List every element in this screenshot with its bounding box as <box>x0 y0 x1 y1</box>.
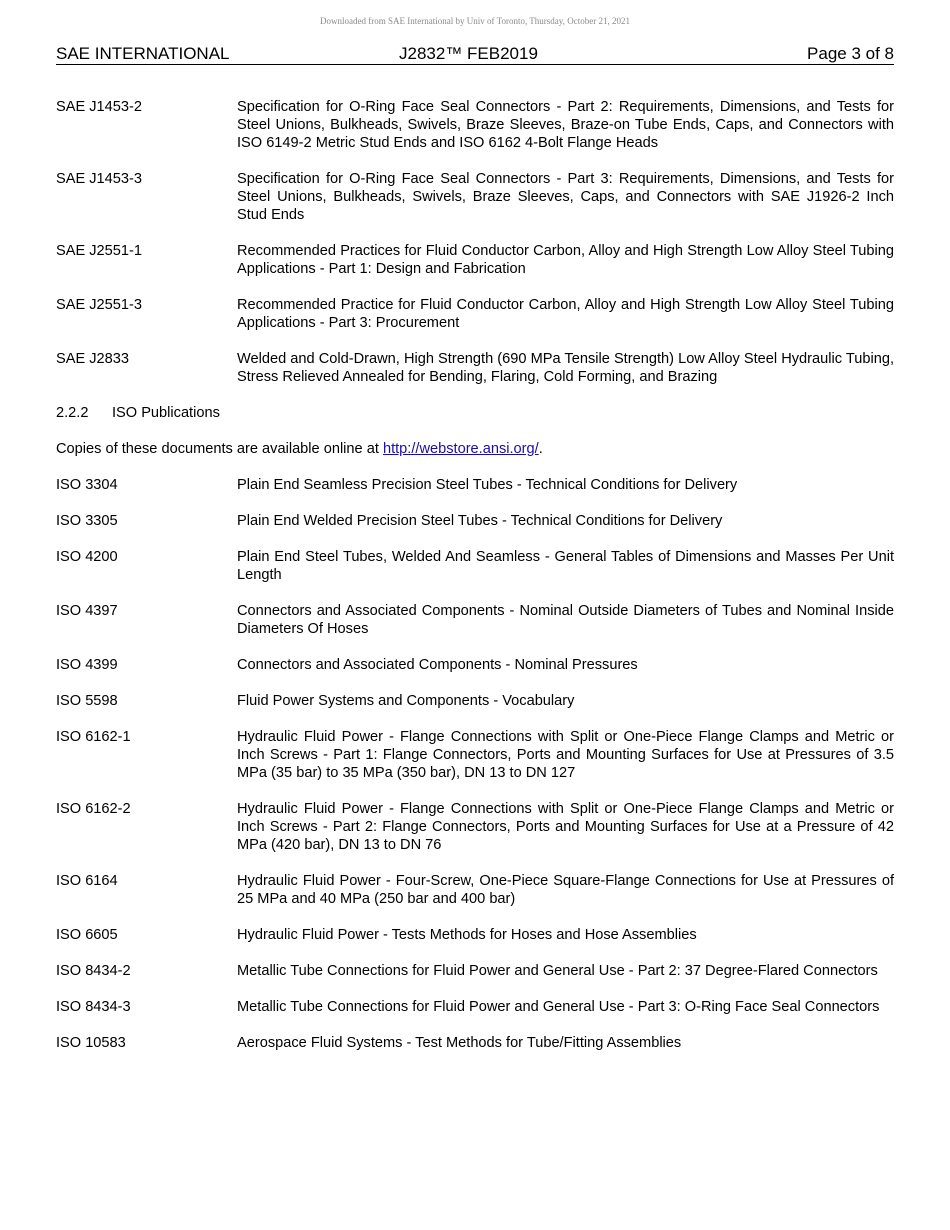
reference-row <box>56 602 894 638</box>
reference-code: ISO 4397 <box>56 603 118 619</box>
reference-row <box>56 728 894 782</box>
reference-code: SAE J1453-3 <box>56 171 142 187</box>
reference-title: Specification for O-Ring Face Seal Connectors - Part 3: Requirements, Dimensions, and Tests for Steel Unions, Bulkheads, Swivels, Braze Sleeves, Caps, and Connectors with SAE J1926-2 Inch Stud Ends <box>237 171 894 223</box>
reference-title: Hydraulic Fluid Power - Flange Connections with Split or One-Piece Flange Clamps and Metric or Inch Screws - Part 2: Flange Connectors, Ports and Mounting Surfaces for Use at a Pressure of 42 MPa (420 bar), DN 13 to DN 76 <box>237 801 894 853</box>
reference-row <box>56 548 894 584</box>
section-heading-iso <box>56 404 894 422</box>
reference-code: ISO 3304 <box>56 477 118 493</box>
reference-row <box>56 926 894 944</box>
reference-title: Metallic Tube Connections for Fluid Power and General Use - Part 3: O-Ring Face Seal Connectors <box>237 999 880 1015</box>
reference-title: Plain End Seamless Precision Steel Tubes - Technical Conditions for Delivery <box>237 477 738 493</box>
reference-row <box>56 998 894 1016</box>
reference-row <box>56 656 894 674</box>
sae-reference-list <box>56 98 894 386</box>
reference-code: ISO 8434-3 <box>56 999 131 1015</box>
reference-title: Recommended Practice for Fluid Conductor Carbon, Alloy and High Strength Low Alloy Steel Tubing Applications - Part 3: Procurement <box>237 297 894 331</box>
reference-code: SAE J1453-2 <box>56 99 142 115</box>
reference-code: ISO 3305 <box>56 513 118 529</box>
reference-code: ISO 5598 <box>56 693 118 709</box>
reference-title: Recommended Practices for Fluid Conductor Carbon, Alloy and High Strength Low Alloy Steel Tubing Applications - Part 1: Design and Fabrication <box>237 243 894 277</box>
reference-title: Metallic Tube Connections for Fluid Power and General Use - Part 2: 37 Degree-Flared Connectors <box>237 963 878 979</box>
reference-title: Fluid Power Systems and Components - Vocabulary <box>237 693 575 709</box>
reference-code: ISO 6164 <box>56 873 118 889</box>
ansi-webstore-link[interactable]: http://webstore.ansi.org/ <box>382 441 539 457</box>
reference-code: SAE J2551-3 <box>56 297 142 313</box>
reference-code: SAE J2833 <box>56 351 130 367</box>
reference-row <box>56 476 894 494</box>
header-org: SAE INTERNATIONAL <box>56 44 230 63</box>
iso-intro-paragraph <box>56 440 894 458</box>
reference-title: Plain End Steel Tubes, Welded And Seamless - General Tables of Dimensions and Masses Per Unit Length <box>237 549 894 583</box>
reference-row <box>56 962 894 980</box>
reference-title: Aerospace Fluid Systems - Test Methods for Tube/Fitting Assemblies <box>237 1035 682 1051</box>
reference-title: Welded and Cold-Drawn, High Strength (690 MPa Tensile Strength) Low Alloy Steel Hydraulic Tubing, Stress Relieved Annealed for Bending, Flaring, Cold Forming, and Brazing <box>237 351 894 385</box>
section-number: 2.2.2 <box>56 405 89 421</box>
reference-title: Hydraulic Fluid Power - Flange Connections with Split or One-Piece Flange Clamps and Metric or Inch Screws - Part 1: Flange Connectors, Ports and Mounting Surfaces for Use at Pressures of 3.5 MPa (35 bar) to 35 MPa (350 bar), DN 13 to DN 127 <box>237 729 894 781</box>
reference-row <box>56 1034 894 1052</box>
reference-code: SAE J2551-1 <box>56 243 142 259</box>
reference-title: Specification for O-Ring Face Seal Connectors - Part 2: Requirements, Dimensions, and Tests for Steel Unions, Bulkheads, Swivels, Braze Sleeves, Braze-on Tube Ends, Caps, and Connectors with ISO 6149-2 Metric Stud Ends and ISO 6162 4-Bolt Flange Heads <box>237 99 894 151</box>
reference-code: ISO 6162-2 <box>56 801 131 817</box>
header-doc-id: J2832™ FEB2019 <box>399 44 538 63</box>
intro-text: Copies of these documents are available online at <box>56 441 383 457</box>
reference-code: ISO 4200 <box>56 549 118 565</box>
iso-reference-list <box>56 476 894 1052</box>
reference-title: Plain End Welded Precision Steel Tubes - Technical Conditions for Delivery <box>237 513 723 529</box>
reference-row <box>56 350 894 386</box>
reference-row <box>56 98 894 152</box>
reference-row <box>56 692 894 710</box>
reference-row <box>56 242 894 278</box>
reference-code: ISO 10583 <box>56 1035 126 1051</box>
reference-title: Connectors and Associated Components - Nominal Outside Diameters of Tubes and Nominal Inside Diameters Of Hoses <box>237 603 894 637</box>
reference-code: ISO 6605 <box>56 927 118 943</box>
reference-row <box>56 296 894 332</box>
reference-row <box>56 800 894 854</box>
download-note: Downloaded from SAE International by Univ of Toronto, Thursday, October 21, 2021 <box>320 16 630 26</box>
reference-code: ISO 6162-1 <box>56 729 131 745</box>
reference-row <box>56 872 894 908</box>
reference-row <box>56 170 894 224</box>
reference-row <box>56 512 894 530</box>
reference-title: Connectors and Associated Components - Nominal Pressures <box>237 657 638 673</box>
reference-code: ISO 4399 <box>56 657 118 673</box>
header-page-number: Page 3 of 8 <box>807 44 894 63</box>
page-header <box>56 44 894 65</box>
section-title: ISO Publications <box>112 405 220 421</box>
reference-title: Hydraulic Fluid Power - Four-Screw, One-Piece Square-Flange Connections for Use at Pressures of 25 MPa and 40 MPa (250 bar and 400 bar) <box>237 873 894 907</box>
intro-end: . <box>538 441 543 457</box>
reference-title: Hydraulic Fluid Power - Tests Methods for Hoses and Hose Assemblies <box>237 927 697 943</box>
document-body <box>56 98 894 1070</box>
reference-code: ISO 8434-2 <box>56 963 131 979</box>
